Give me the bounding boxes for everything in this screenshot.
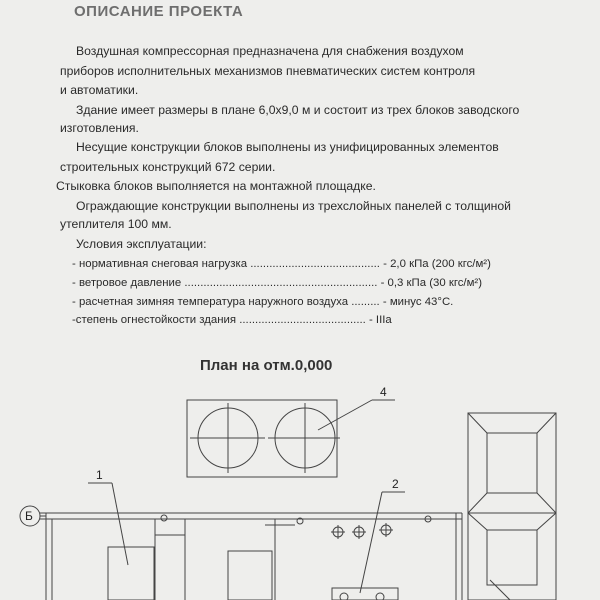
axis-label: Б [25, 509, 33, 523]
conditions-title: Условия эксплуатации: [76, 237, 207, 251]
paragraph-line: строительных конструкций 672 серии. [60, 160, 276, 174]
paragraph-line: изготовления. [60, 121, 139, 135]
paragraph-line: Несущие конструкции блоков выполнены из унифицированных элементов [76, 140, 499, 154]
paragraph-line: утеплителя 100 мм. [60, 217, 172, 231]
paragraph-line: Стыковка блоков выполняется на монтажной площадке. [56, 179, 376, 193]
equipment-unit [228, 551, 272, 600]
section-header: ОПИСАНИЕ ПРОЕКТА [74, 3, 244, 20]
condition-item: - нормативная снеговая нагрузка ......................................... - 2,0 кПа (200 кгс/м²) [72, 258, 491, 270]
callout-label: 4 [380, 385, 387, 399]
callout-label: 2 [392, 477, 399, 491]
callout-label: 1 [96, 468, 103, 482]
paragraph-line: приборов исполнительных механизмов пневматических систем контроля [60, 64, 476, 78]
elevation-frame [468, 413, 556, 600]
condition-item: - расчетная зимняя температура наружного воздуха ......... - минус 43°С. [72, 296, 454, 308]
paragraph-line: Воздушная компрессорная предназначена для снабжения воздухом [76, 44, 464, 58]
paragraph-line: Ограждающие конструкции выполнены из трехслойных панелей с толщиной [76, 199, 511, 213]
equipment-unit [108, 547, 154, 600]
floor-plan-drawing [0, 375, 600, 600]
paragraph-line: и автоматики. [60, 83, 139, 97]
condition-item: -степень огнестойкости здания ........................................ - IIIа [72, 314, 392, 326]
paragraph-line: Здание имеет размеры в плане 6,0х9,0 м и состоит из трех блоков заводского [76, 103, 520, 117]
condition-item: - ветровое давление ............................................................. - 0,3 кПа (30 кгс/м²) [72, 277, 483, 289]
plan-title: План на отм.0,000 [200, 357, 333, 374]
